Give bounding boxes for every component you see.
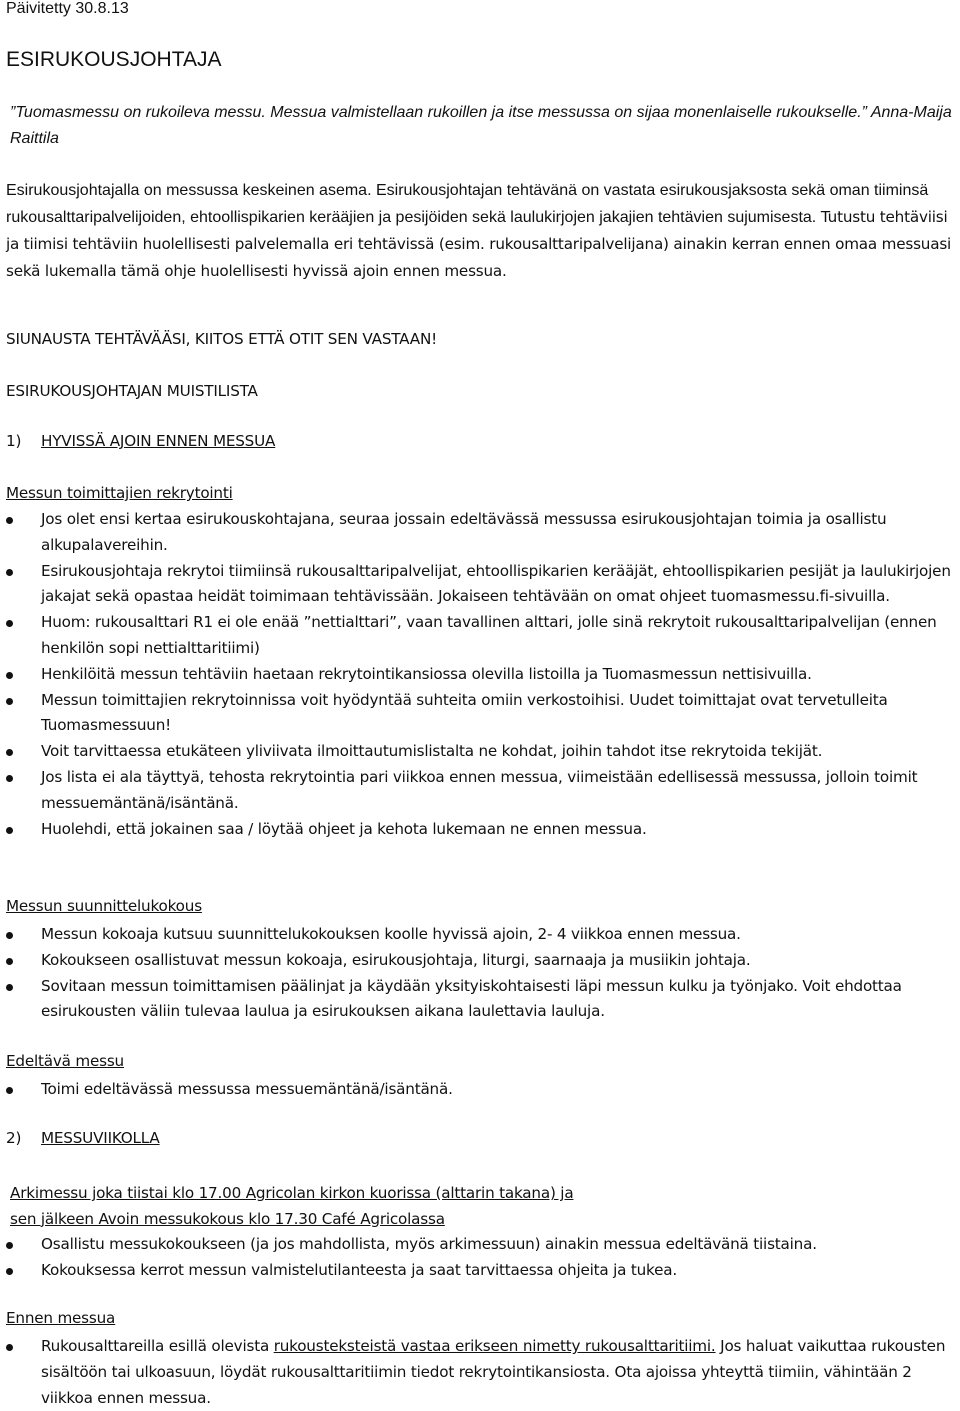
bullet-icon (6, 569, 13, 576)
part2-label: MESSUVIIKOLLA (41, 1129, 160, 1147)
bullet-icon (6, 1087, 13, 1094)
part1-number: 1) (6, 432, 22, 450)
list-item: Osallistu messukokoukseen (ja jos mahdollista, myös arkimessuun) ainakin messua edeltävänä tiistaina. (6, 1232, 960, 1258)
intro-paragraph (6, 178, 960, 285)
bullet-icon (6, 1268, 13, 1275)
weekday-heading-line2: sen jälkeen Avoin messukokous klo 17.30 Café Agricolassa (10, 1209, 445, 1228)
list-item: Sovitaan messun toimittamisen päälinjat ja käydään yksityiskohtaisesti läpi messun kulku ja työnjako. Voit ehdottaa esirukousten väliin tulevaa laulua ja esirukouksen aikana laulettavia lauluja. (6, 974, 960, 1026)
previous-list (6, 1077, 960, 1103)
list-item: Voit tarvittaessa etukäteen yliviivata ilmoittautumislistalta ne kohdat, joihin tahdot itse rekrytoida tekijät. (6, 739, 960, 765)
list-item: Jos lista ei ala täyttyä, tehosta rekrytointia pari viikkoa ennen messua, viimeistään edellisessä messussa, jolloin toimit messuemäntänä/isäntänä. (6, 765, 960, 817)
part1-label: HYVISSÄ AJOIN ENNEN MESSUA (41, 432, 276, 450)
list-item: Esirukousjohtaja rekrytoi tiimiinsä rukousalttaripalvelijat, ehtoollispikarien kerääjät, ehtoollispikarien pesijät ja laulukirjojen jakajat sekä opastaa heidät toimimaan tehtävissään. Jokaiseen tehtävään on omat ohjeet tuomasmessu.fi-sivuilla. (6, 559, 960, 611)
part2-number: 2) (6, 1129, 22, 1147)
list-item: Toimi edeltävässä messussa messuemäntänä/isäntänä. (6, 1077, 960, 1103)
intro-lead: Esirukousjohtajalla on messussa keskeinen asema. Esirukousjohtajan tehtävänä on vastata esirukousjaksosta sekä oman tiiminsä rukousalttaripalvelijoiden, ehtoollispikarien kerääjien ja pesijöiden sekä laulukirjojen jakajien tehtävien sujumisesta. (6, 182, 929, 226)
bullet-icon (6, 620, 13, 627)
bullet-icon (6, 1344, 13, 1351)
planning-list (6, 922, 960, 1025)
planning-heading (6, 897, 960, 915)
prayer-text-link: rukousteksteistä vastaa erikseen nimetty rukousalttaritiimi. (273, 1337, 716, 1355)
list-item: Huom: rukousalttari R1 ei ole enää ”nettialttari”, vaan tavallinen alttari, jolle sinä rekrytoit rukousalttaripalvelijan (ennen henkilön sopi nettialttaritiimi) (6, 610, 960, 662)
recruit-heading-text: Messun toimittajien rekrytointi (6, 484, 233, 502)
bullet-icon (6, 517, 13, 524)
intro-rest: Tutustu tehtäviisi ja tiimisi tehtäviin huolellisesti palvelemalla eri tehtävissä (esim. rukousalttaripalvelijana) ainakin kerran ennen omaa messuasi sekä lukemalla tämä ohje huolellisesti hyvissä ajoin ennen messua. (6, 208, 952, 280)
before-heading-text: Ennen messua (6, 1309, 116, 1327)
blessing-text: SIUNAUSTA TEHTÄVÄÄSI, KIITOS ETTÄ OTIT SEN VASTAAN! (6, 330, 438, 348)
bullet-icon (6, 1242, 13, 1249)
list-item: Henkilöitä messun tehtäviin haetaan rekrytointikansiossa olevilla listoilla ja Tuomasmessun nettisivuilla. (6, 662, 960, 688)
bullet-icon (6, 932, 13, 939)
bullet-icon (6, 958, 13, 965)
before-list (6, 1334, 960, 1411)
part1-heading (6, 432, 960, 450)
list-item: Messun kokoaja kutsuu suunnittelukokouksen koolle hyvissä ajoin, 2- 4 viikkoa ennen messua. (6, 922, 960, 948)
bullet-icon (6, 672, 13, 679)
list-item: Kokouksessa kerrot messun valmistelutilanteesta ja saat tarvittaessa ohjeita ja tukea. (6, 1258, 960, 1284)
bullet-icon (6, 749, 13, 756)
list-item: Kokoukseen osallistuvat messun kokoaja, esirukousjohtaja, liturgi, saarnaaja ja musiikin johtaja. (6, 948, 960, 974)
bullet-icon (6, 775, 13, 782)
bullet-icon (6, 827, 13, 834)
list-item: Jos olet ensi kertaa esirukouskohtajana, seuraa jossain edeltävässä messussa esirukousjohtajan toimia ja osallistu alkupalavereihin. (6, 507, 960, 559)
updated-date: Päivitetty 30.8.13 (6, 0, 129, 17)
list-item: Messun toimittajien rekrytoinnissa voit hyödyntää suhteita omiin verkostoihisi. Uudet toimittajat ovat tervetulleita Tuomasmessuun! (6, 688, 960, 740)
planning-heading-text: Messun suunnittelukokous (6, 897, 202, 915)
weekday-heading (10, 1181, 960, 1233)
checklist-title: ESIRUKOUSJOHTAJAN MUISTILISTA (6, 382, 258, 400)
recruit-heading (6, 484, 960, 502)
bullet-icon (6, 984, 13, 991)
before-heading (6, 1309, 960, 1327)
intro-quote: ”Tuomasmessu on rukoileva messu. Messua valmistellaan rukoillen ja itse messussa on sijaa monenlaiselle rukoukselle.” Anna-Maija Raittila (10, 104, 952, 147)
document-title: ESIRUKOUSJOHTAJA (6, 48, 222, 71)
weekday-heading-line1: Arkimessu joka tiistai klo 17.00 Agricolan kirkon kuorissa (alttarin takana) ja (10, 1184, 574, 1202)
previous-heading (6, 1052, 960, 1070)
list-item: Huolehdi, että jokainen saa / löytää ohjeet ja kehota lukemaan ne ennen messua. (6, 817, 960, 843)
part2-heading (6, 1129, 960, 1147)
weekday-list (6, 1232, 960, 1284)
bullet-icon (6, 698, 13, 705)
previous-heading-text: Edeltävä messu (6, 1052, 124, 1070)
recruit-list (6, 507, 960, 842)
list-item: Rukousalttareilla esillä olevista rukousteksteistä vastaa erikseen nimetty rukousalttaritiimi. Jos haluat vaikuttaa rukousten sisältöön tai ulkoasuun, löydät rukousalttaritiimin tiedot rekrytointikansiosta. Ota ajoissa yhteyttä tiimiin, vähintään 2 viikkoa ennen messua. (6, 1334, 960, 1411)
